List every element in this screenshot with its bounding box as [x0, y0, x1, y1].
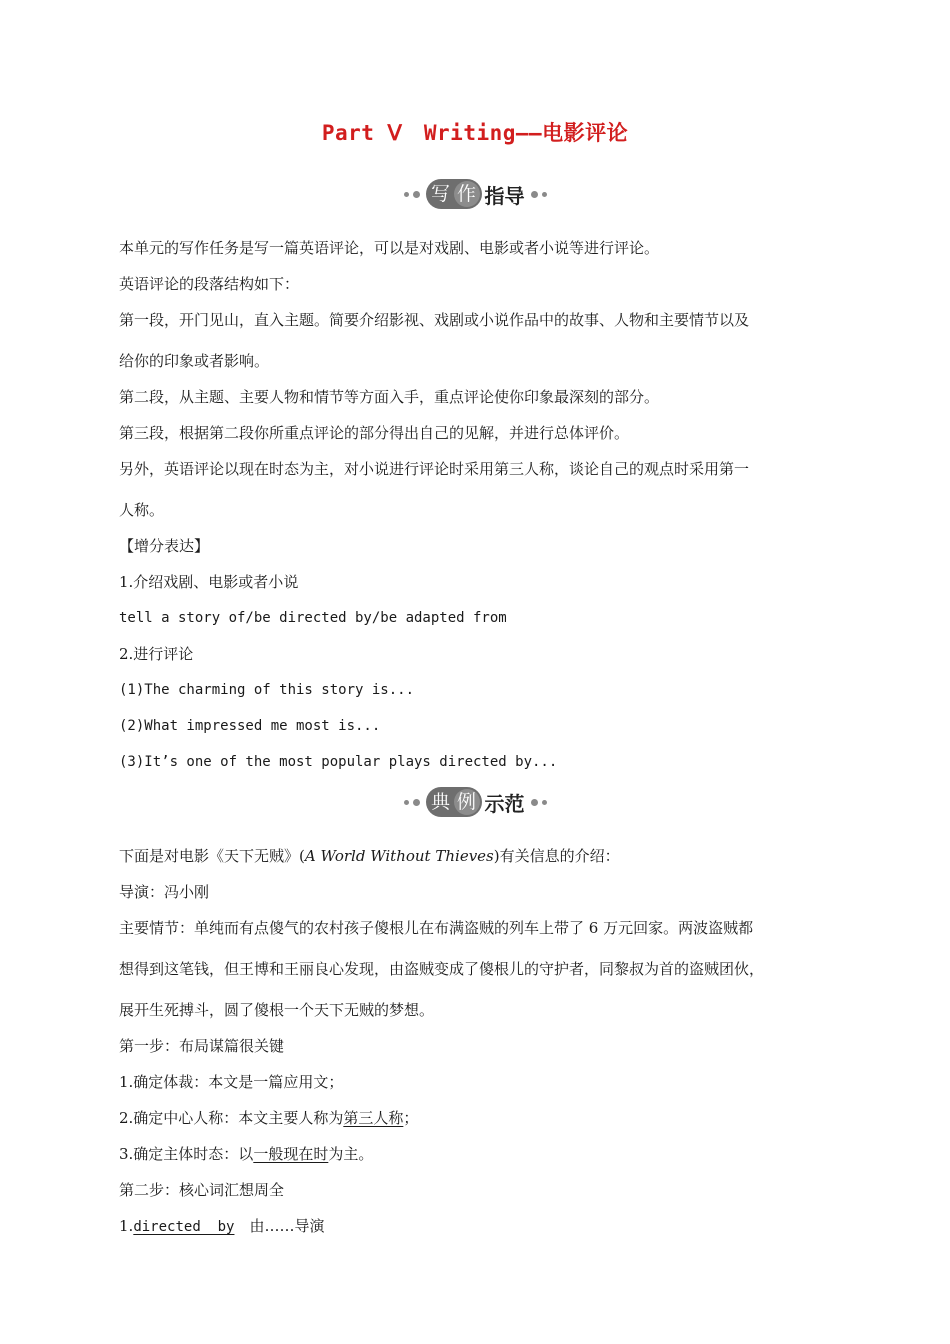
example-intro [119, 846, 620, 866]
banner-char-1: 典 [430, 791, 450, 813]
intro-text-b: )有关信息的介绍： [493, 847, 620, 865]
step-2-item-1-number: 1. [119, 1217, 134, 1235]
banner-pill [426, 179, 482, 209]
banner-char-1: 写 [430, 183, 450, 205]
banner-tail: 指导 [484, 183, 525, 208]
step-1-item-1: 1.确定体裁：本文是一篇应用文； [119, 1073, 344, 1091]
guide-paragraph-5: 第三段，根据第二段你所重点评论的部分得出自己的见解，并进行总体评价。 [119, 424, 630, 442]
banner-char-2: 作 [454, 181, 480, 207]
bonus-item-1: 1.介绍戏剧、电影或者小说 [119, 573, 299, 591]
banner-pill [426, 787, 482, 817]
guide-paragraph-2: 英语评论的段落结构如下： [119, 275, 300, 293]
step-1-item-3-text: 3.确定主体时态：以 [119, 1145, 254, 1163]
step-2-item-1-answer: directed by [133, 1219, 235, 1235]
step-1-heading: 第一步：布局谋篇很关键 [119, 1037, 285, 1055]
step-2-heading: 第二步：核心词汇想周全 [119, 1181, 285, 1199]
step-1-item-2-end: ； [403, 1109, 419, 1127]
banner-dots-left [404, 191, 420, 198]
banner-dots-right [531, 191, 547, 198]
example-director: 导演：冯小刚 [119, 883, 210, 901]
guide-paragraph-1: 本单元的写作任务是写一篇英语评论，可以是对戏剧、电影或者小说等进行评论。 [119, 239, 660, 257]
film-english-title: A World Without Thieves [304, 847, 494, 865]
section-banner-writing-guide [0, 177, 950, 211]
bonus-item-2-expression-1: (1)The charming of this story is... [119, 682, 415, 698]
banner-tail: 示范 [484, 791, 525, 816]
example-plot-b: 想得到这笔钱，但王博和王丽良心发现，由盗贼变成了傻根儿的守护者，同黎叔为首的盗贼团伙， [119, 960, 765, 978]
bonus-item-2-expression-3: (3)It’s one of the most popular plays directed by... [119, 754, 558, 770]
step-1-item-2-answer: 第三人称 [343, 1109, 404, 1127]
step-1-item-2-text: 2.确定中心人称：本文主要人称为 [119, 1109, 344, 1127]
guide-paragraph-3a: 第一段，开门见山，直入主题。简要介绍影视、戏剧或小说作品中的故事、人物和主要情节以及 [119, 311, 750, 329]
step-1-item-3 [119, 1144, 373, 1164]
bonus-heading: 【增分表达】 [119, 537, 210, 555]
guide-paragraph-4: 第二段，从主题、主要人物和情节等方面入手，重点评论使你印象最深刻的部分。 [119, 388, 660, 406]
page-title: Part Ⅴ Writing——电影评论 [321, 121, 629, 145]
example-plot-a: 主要情节：单纯而有点傻气的农村孩子傻根儿在布满盗贼的列车上带了 6 万元回家。两波盗贼都 [119, 919, 754, 937]
step-2-item-1-meaning: 由……导演 [234, 1217, 325, 1235]
step-1-item-2 [119, 1108, 418, 1128]
step-1-item-3-end: 为主。 [328, 1145, 374, 1163]
bonus-item-2-expression-2: (2)What impressed me most is... [119, 718, 381, 734]
guide-paragraph-3b: 给你的印象或者影响。 [119, 352, 270, 370]
step-1-item-3-answer: 一般现在时 [253, 1145, 329, 1163]
bonus-item-2: 2.进行评论 [119, 645, 194, 663]
bonus-item-1-expression: tell a story of/be directed by/be adapted from [119, 610, 507, 626]
guide-paragraph-6b: 人称。 [119, 501, 165, 519]
banner-dots-right [531, 799, 547, 806]
guide-paragraph-6a: 另外，英语评论以现在时态为主，对小说进行评论时采用第三人称，谈论自己的观点时采用第一 [119, 460, 750, 478]
example-plot-c: 展开生死搏斗，圆了傻根一个天下无贼的梦想。 [119, 1001, 435, 1019]
section-banner-example [0, 785, 950, 819]
banner-dots-left [404, 799, 420, 806]
step-2-item-1 [119, 1216, 324, 1237]
intro-text-a: 下面是对电影《天下无贼》( [119, 847, 305, 865]
banner-char-2: 例 [454, 789, 480, 815]
